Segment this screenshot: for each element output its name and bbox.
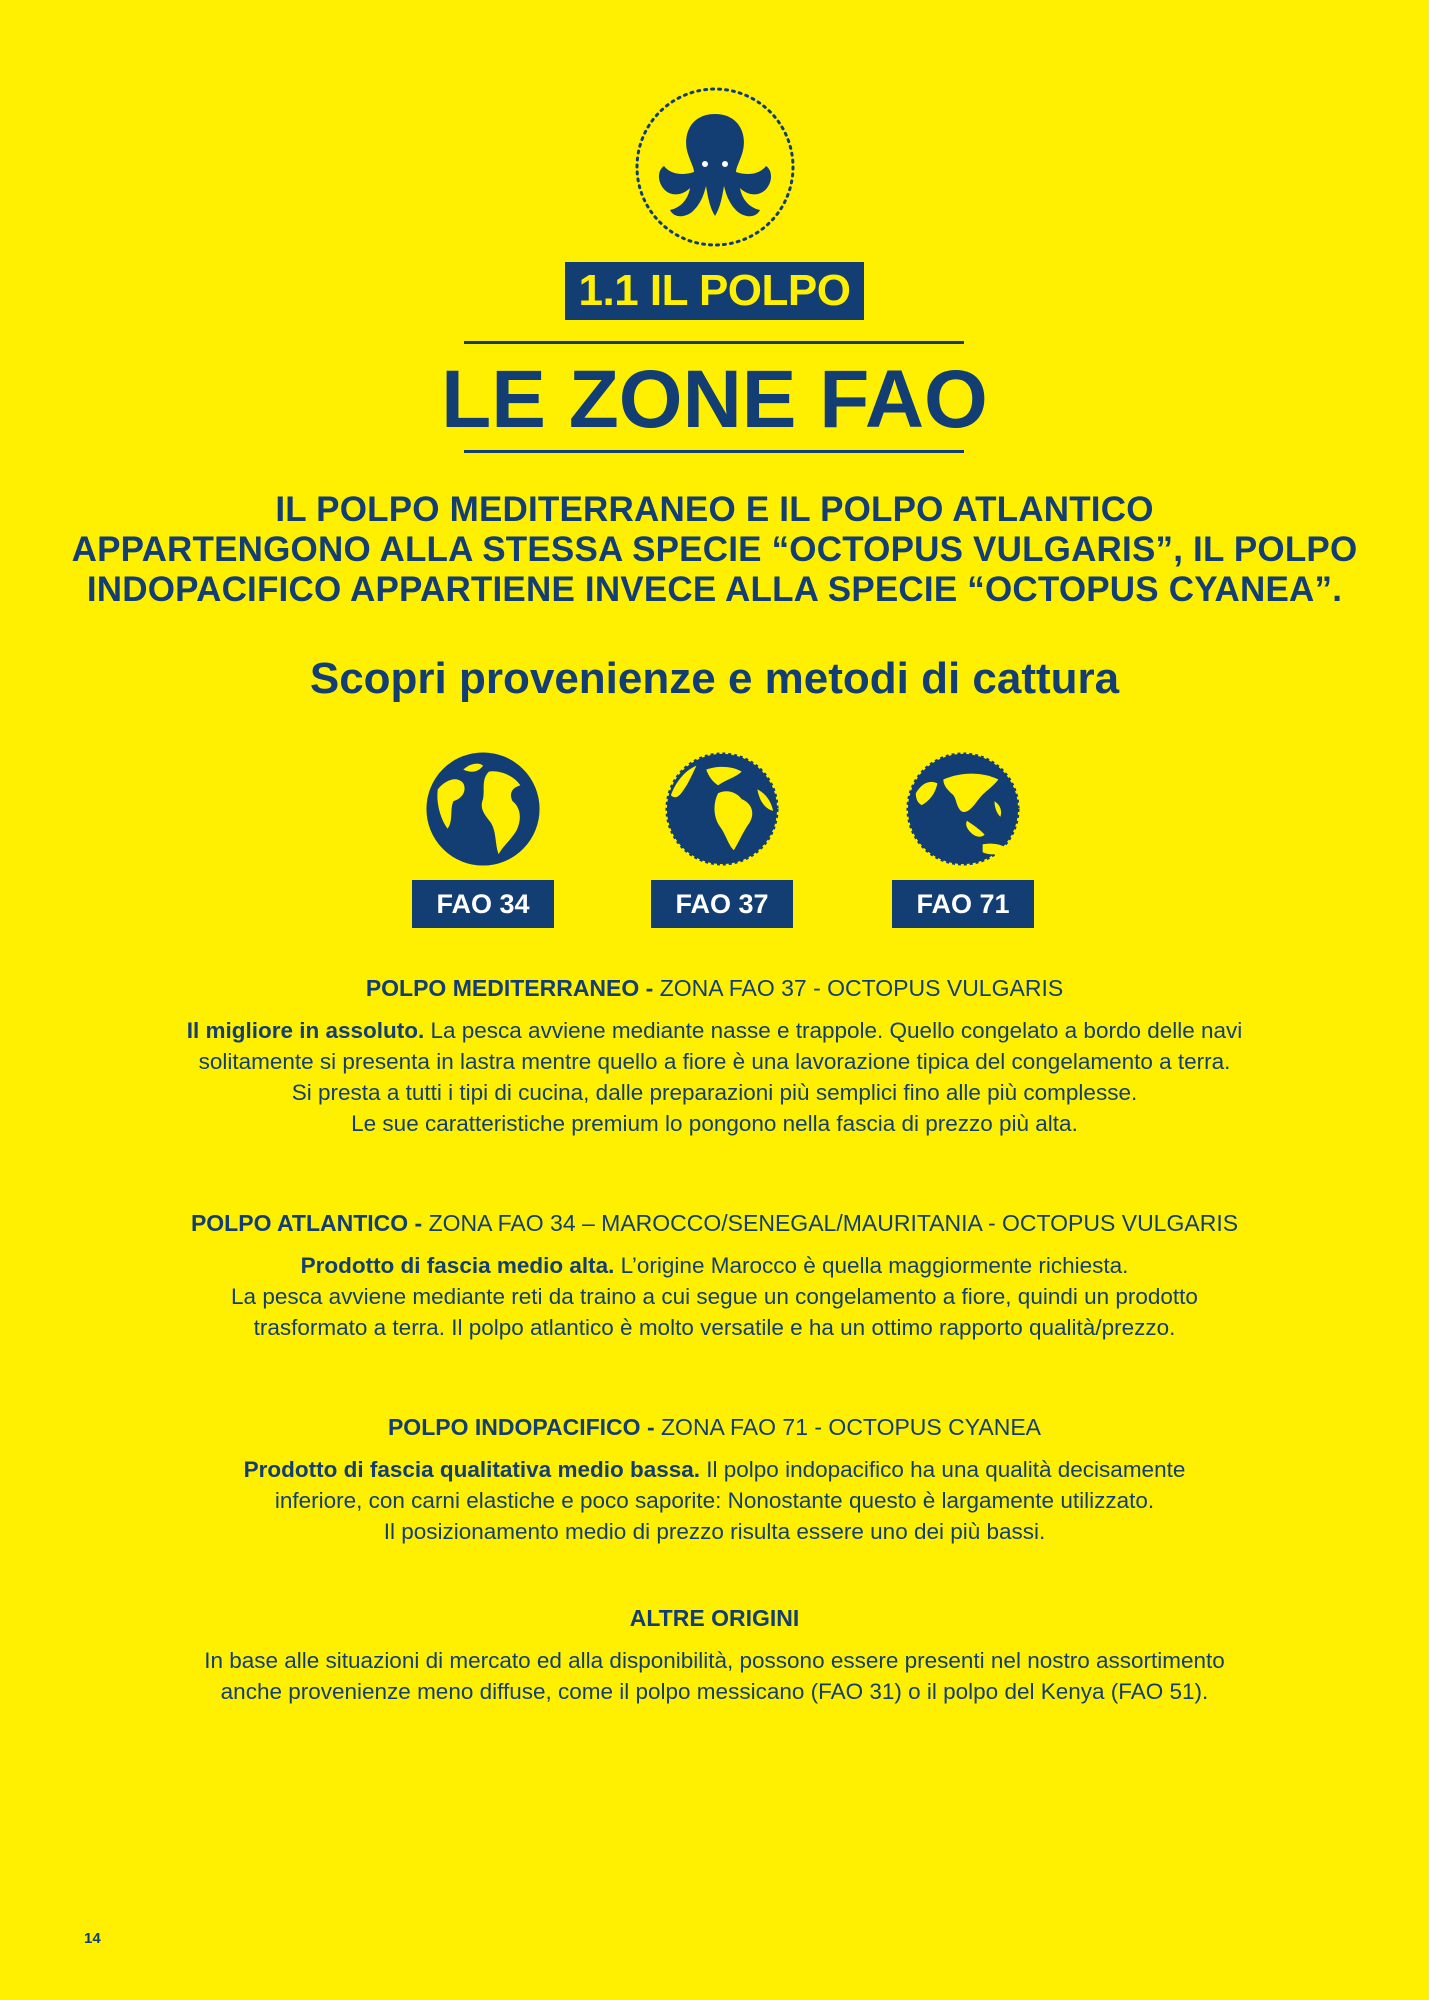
section-title (0, 973, 1429, 1003)
main-title-wrap (0, 352, 1429, 448)
body-text: La pesca avviene mediante nasse e trappole. Quello congelato a bordo delle navi (424, 1018, 1243, 1043)
section-label: 1.1 IL POLPO (565, 262, 865, 320)
fao-71-badge: FAO 71 (892, 880, 1034, 928)
body-line: anche provenienze meno diffuse, come il polpo messicano (FAO 31) o il polpo del Kenya (FAO 51). (220, 1679, 1209, 1704)
body-line: Le sue caratteristiche premium lo pongono nella fascia di prezzo più alta. (351, 1111, 1078, 1136)
section-title (0, 1603, 1429, 1633)
intro-line: INDOPACIFICO APPARTIENE INVECE ALLA SPECIE “OCTOPUS CYANEA”. (86, 570, 1343, 609)
body-line: In base alle situazioni di mercato ed alla disponibilità, possono essere presenti nel nostro assortimento (204, 1648, 1225, 1673)
body-line (0, 1015, 1429, 1046)
intro-text (0, 490, 1429, 610)
globe-asia-icon (904, 750, 1022, 868)
body-text: Il polpo indopacifico ha una qualità decisamente (700, 1457, 1186, 1482)
section-body (0, 1015, 1429, 1139)
section-title (0, 1208, 1429, 1238)
octopus-icon (632, 84, 798, 250)
fao-34-badge: FAO 34 (412, 880, 554, 928)
body-line (0, 1454, 1429, 1485)
body-text: L’origine Marocco è quella maggiormente richiesta. (614, 1253, 1129, 1278)
section-title-rest: ZONA FAO 34 – MAROCCO/SENEGAL/MAURITANIA - OCTOPUS VULGARIS (422, 1210, 1239, 1236)
lead-bold: Prodotto di fascia qualitativa medio bassa. (243, 1457, 701, 1482)
title-rule-bottom (464, 450, 964, 453)
section-indopacifico (0, 1412, 1429, 1547)
subheading: Scopri provenienze e metodi di cattura (309, 654, 1120, 703)
body-line: Il posizionamento medio di prezzo risulta essere uno dei più bassi. (383, 1519, 1046, 1544)
lead-bold: Il migliore in assoluto. (186, 1018, 425, 1043)
section-title (0, 1412, 1429, 1442)
section-title-bold: POLPO ATLANTICO - (190, 1210, 423, 1236)
page-title: LE ZONE FAO (441, 354, 988, 445)
section-title-bold: POLPO MEDITERRANEO - (365, 975, 654, 1001)
fao-37-badge: FAO 37 (651, 880, 793, 928)
body-line: La pesca avviene mediante reti da traino a cui segue un congelamento a fiore, quindi un prodotto (231, 1284, 1198, 1309)
section-title-bold: ALTRE ORIGINI (629, 1605, 800, 1631)
intro-line: IL POLPO MEDITERRANEO E IL POLPO ATLANTICO (275, 490, 1154, 529)
section-title-rest: ZONA FAO 37 - OCTOPUS VULGARIS (653, 975, 1064, 1001)
section-title-bold: POLPO INDOPACIFICO - (387, 1414, 655, 1440)
page-number: 14 (84, 1930, 101, 1947)
lead-bold: Prodotto di fascia medio alta. (300, 1253, 615, 1278)
globe-europe-africa-icon (663, 750, 781, 868)
globe-atlantic-icon (424, 750, 542, 868)
section-label-wrap (0, 262, 1429, 320)
body-line: trasformato a terra. Il polpo atlantico è molto versatile e ha un ottimo rapporto qualità/prezzo. (253, 1315, 1176, 1340)
body-line: solitamente si presenta in lastra mentre quello a fiore è una lavorazione tipica del congelamento a terra. (198, 1049, 1231, 1074)
section-title-rest: ZONA FAO 71 - OCTOPUS CYANEA (654, 1414, 1042, 1440)
subheading-wrap (0, 651, 1429, 707)
body-line (0, 1250, 1429, 1281)
body-line: inferiore, con carni elastiche e poco saporite: Nonostante questo è largamente utilizzato. (274, 1488, 1155, 1513)
title-rule-top (464, 341, 964, 344)
section-body (0, 1250, 1429, 1343)
body-line: Si presta a tutti i tipi di cucina, dalle preparazioni più semplici fino alle più complesse. (291, 1080, 1138, 1105)
section-body (0, 1454, 1429, 1547)
intro-line: APPARTENGONO ALLA STESSA SPECIE “OCTOPUS VULGARIS”, IL POLPO (71, 530, 1358, 569)
section-body (0, 1645, 1429, 1707)
section-altre-origini (0, 1603, 1429, 1707)
section-mediterraneo (0, 973, 1429, 1139)
section-atlantico (0, 1208, 1429, 1343)
